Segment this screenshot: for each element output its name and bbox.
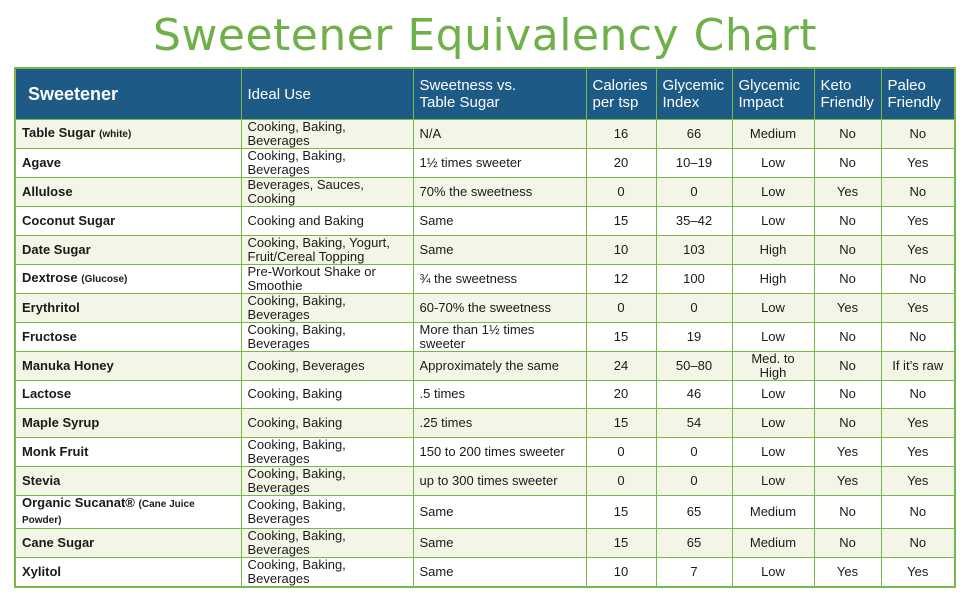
keto-friendly-cell: No	[814, 495, 881, 528]
sweetener-name: Date Sugar	[22, 241, 91, 257]
header-paleo	[881, 68, 955, 120]
glycemic-impact-cell: Low	[732, 380, 814, 409]
glycemic-impact-cell: Low	[732, 207, 814, 236]
sweetener-name-cell	[15, 409, 241, 438]
glycemic-index-cell: 0	[656, 178, 732, 207]
glycemic-index-cell: 7	[656, 557, 732, 587]
header-paleo-line1: Paleo	[887, 77, 926, 94]
ideal-use-cell: Cooking, Baking	[241, 380, 413, 409]
sweetener-table	[14, 67, 956, 588]
ideal-use-cell: Cooking, Baking, Beverages	[241, 149, 413, 178]
ideal-use-cell: Cooking, Beverages	[241, 351, 413, 380]
sweetener-name-cell	[15, 207, 241, 236]
sweetener-name: Table Sugar	[22, 125, 96, 140]
calories-cell: 0	[586, 178, 656, 207]
sweetener-name-cell	[15, 351, 241, 380]
glycemic-impact-cell: Low	[732, 557, 814, 587]
sweetener-name: Fructose	[22, 328, 77, 344]
header-ideal-use: Ideal Use	[241, 68, 413, 120]
keto-friendly-cell: No	[814, 264, 881, 293]
glycemic-impact-cell: Low	[732, 178, 814, 207]
calories-cell: 16	[586, 120, 656, 149]
paleo-friendly-cell: No	[881, 178, 955, 207]
header-keto	[814, 68, 881, 120]
header-keto-line1: Keto	[820, 77, 852, 94]
paleo-friendly-cell: If it’s raw	[881, 351, 955, 380]
keto-friendly-cell: Yes	[814, 178, 881, 207]
ideal-use-cell: Cooking and Baking	[241, 207, 413, 236]
calories-cell: 20	[586, 149, 656, 178]
calories-cell: 0	[586, 437, 656, 466]
ideal-use-cell: Pre-Workout Shake or Smoothie	[241, 264, 413, 293]
sweetener-note: (Cane Juice Powder)	[22, 498, 195, 526]
keto-friendly-cell: Yes	[814, 437, 881, 466]
header-calories-line1: Calories	[592, 77, 648, 94]
sweetener-name: Allulose	[22, 184, 73, 199]
calories-cell: 12	[586, 264, 656, 293]
calories-cell: 15	[586, 495, 656, 528]
header-glycemic-impact	[732, 68, 814, 120]
sweetener-name-cell	[15, 120, 241, 149]
table-row	[15, 409, 955, 438]
keto-friendly-cell: No	[814, 149, 881, 178]
table-row	[15, 380, 955, 409]
header-calories	[586, 68, 656, 120]
glycemic-impact-cell: High	[732, 264, 814, 293]
header-impact-line2: Impact	[738, 94, 784, 111]
ideal-use-cell: Cooking, Baking, Beverages	[241, 466, 413, 495]
calories-cell: 10	[586, 557, 656, 587]
glycemic-impact-cell: Med. to High	[732, 351, 814, 380]
glycemic-impact-cell: Medium	[732, 495, 814, 528]
table-row	[15, 528, 955, 557]
header-gi-line1: Glycemic	[662, 77, 725, 94]
calories-cell: 0	[586, 293, 656, 322]
paleo-friendly-cell: Yes	[881, 557, 955, 587]
sweetener-name: Agave	[22, 155, 62, 170]
sweetness-cell: Same	[413, 235, 586, 264]
paleo-friendly-cell: Yes	[881, 293, 955, 322]
sweetness-cell: .25 times	[413, 409, 586, 438]
sweetness-cell: Approximately the same	[413, 351, 586, 380]
ideal-use-cell: Beverages, Sauces, Cooking	[241, 178, 413, 207]
glycemic-impact-cell: Low	[732, 466, 814, 495]
sweetener-name-cell	[15, 178, 241, 207]
paleo-friendly-cell: No	[881, 528, 955, 557]
keto-friendly-cell: No	[814, 120, 881, 149]
sweetener-name: Xylitol	[22, 563, 62, 579]
header-paleo-line2: Friendly	[887, 94, 941, 111]
table-row	[15, 120, 955, 149]
paleo-friendly-cell: No	[881, 380, 955, 409]
sweetener-name: Lactose	[22, 386, 72, 402]
glycemic-index-cell: 10–19	[656, 149, 732, 178]
sweetener-name: Cane Sugar	[22, 534, 95, 550]
calories-cell: 15	[586, 409, 656, 438]
paleo-friendly-cell: Yes	[881, 149, 955, 178]
calories-cell: 20	[586, 380, 656, 409]
calories-cell: 15	[586, 322, 656, 351]
header-sweetness	[413, 68, 586, 120]
header-sweetness-line1: Sweetness vs.	[419, 77, 517, 94]
header-impact-line1: Glycemic	[738, 77, 801, 94]
table-row	[15, 149, 955, 178]
calories-cell: 15	[586, 528, 656, 557]
ideal-use-cell: Cooking, Baking, Beverages	[241, 120, 413, 149]
glycemic-impact-cell: Low	[732, 293, 814, 322]
sweetener-name-cell	[15, 495, 241, 528]
glycemic-impact-cell: Low	[732, 437, 814, 466]
sweetness-cell: Same	[413, 495, 586, 528]
page-title: Sweetener Equivalency Chart	[152, 10, 818, 61]
sweetness-cell: More than 1½ times sweeter	[413, 322, 586, 351]
sweetener-name: Erythritol	[22, 299, 80, 315]
sweetener-name-cell	[15, 149, 241, 178]
paleo-friendly-cell: No	[881, 322, 955, 351]
table-row	[15, 437, 955, 466]
keto-friendly-cell: No	[814, 528, 881, 557]
paleo-friendly-cell: No	[881, 120, 955, 149]
glycemic-index-cell: 103	[656, 235, 732, 264]
glycemic-index-cell: 54	[656, 409, 732, 438]
ideal-use-cell: Cooking, Baking, Beverages	[241, 293, 413, 322]
glycemic-index-cell: 35–42	[656, 207, 732, 236]
sweetness-cell: N/A	[413, 120, 586, 149]
header-sweetener: Sweetener	[15, 68, 241, 120]
ideal-use-cell: Cooking, Baking, Beverages	[241, 495, 413, 528]
sweetness-cell: Same	[413, 528, 586, 557]
glycemic-index-cell: 65	[656, 528, 732, 557]
sweetness-cell: 60-70% the sweetness	[413, 293, 586, 322]
glycemic-index-cell: 19	[656, 322, 732, 351]
sweetener-name-cell	[15, 322, 241, 351]
sweetness-cell: Same	[413, 557, 586, 587]
paleo-friendly-cell: Yes	[881, 466, 955, 495]
table-row	[15, 178, 955, 207]
ideal-use-cell: Cooking, Baking, Beverages	[241, 528, 413, 557]
glycemic-index-cell: 46	[656, 380, 732, 409]
ideal-use-cell: Cooking, Baking, Beverages	[241, 557, 413, 587]
header-sweetness-line2: Table Sugar	[419, 94, 500, 111]
keto-friendly-cell: No	[814, 235, 881, 264]
ideal-use-cell: Cooking, Baking, Yogurt, Fruit/Cereal Topping	[241, 235, 413, 264]
glycemic-impact-cell: Low	[732, 149, 814, 178]
table-row	[15, 235, 955, 264]
table-row	[15, 207, 955, 236]
sweetness-cell: Same	[413, 207, 586, 236]
sweetness-cell: 1½ times sweeter	[413, 149, 586, 178]
keto-friendly-cell: No	[814, 380, 881, 409]
sweetness-cell: .5 times	[413, 380, 586, 409]
calories-cell: 0	[586, 466, 656, 495]
sweetener-name-cell	[15, 380, 241, 409]
sweetness-cell: up to 300 times sweeter	[413, 466, 586, 495]
glycemic-index-cell: 50–80	[656, 351, 732, 380]
sweetness-cell: ¾ the sweetness	[413, 264, 586, 293]
keto-friendly-cell: No	[814, 322, 881, 351]
calories-cell: 15	[586, 207, 656, 236]
glycemic-index-cell: 100	[656, 264, 732, 293]
sweetener-name-cell	[15, 466, 241, 495]
table-row	[15, 264, 955, 293]
header-keto-line2: Friendly	[820, 94, 874, 111]
glycemic-impact-cell: Medium	[732, 120, 814, 149]
glycemic-index-cell: 0	[656, 293, 732, 322]
header-gi-line2: Index	[662, 94, 700, 111]
table-row	[15, 466, 955, 495]
glycemic-impact-cell: Medium	[732, 528, 814, 557]
sweetener-name: Stevia	[22, 472, 61, 488]
sweetness-cell: 70% the sweetness	[413, 178, 586, 207]
sweetener-name-cell	[15, 528, 241, 557]
ideal-use-cell: Cooking, Baking	[241, 409, 413, 438]
sweetener-name-cell	[15, 235, 241, 264]
keto-friendly-cell: No	[814, 207, 881, 236]
sweetness-cell: 150 to 200 times sweeter	[413, 437, 586, 466]
keto-friendly-cell: Yes	[814, 466, 881, 495]
sweetener-name: Manuka Honey	[22, 357, 114, 373]
glycemic-impact-cell: Low	[732, 322, 814, 351]
header-calories-line2: per tsp	[592, 94, 639, 111]
sweetener-name: Organic Sucanat®	[22, 494, 135, 510]
table-row	[15, 495, 955, 528]
glycemic-impact-cell: Low	[732, 409, 814, 438]
glycemic-index-cell: 65	[656, 495, 732, 528]
keto-friendly-cell: No	[814, 409, 881, 438]
paleo-friendly-cell: Yes	[881, 437, 955, 466]
glycemic-index-cell: 66	[656, 120, 732, 149]
sweetener-name: Dextrose	[22, 269, 78, 285]
keto-friendly-cell: Yes	[814, 293, 881, 322]
sweetener-note: (Glucose)	[81, 273, 128, 285]
glycemic-index-cell: 0	[656, 466, 732, 495]
sweetener-name-cell	[15, 437, 241, 466]
keto-friendly-cell: No	[814, 351, 881, 380]
paleo-friendly-cell: Yes	[881, 409, 955, 438]
table-row	[15, 293, 955, 322]
glycemic-impact-cell: High	[732, 235, 814, 264]
glycemic-index-cell: 0	[656, 437, 732, 466]
sweetener-name: Maple Syrup	[22, 414, 100, 430]
sweetener-name: Coconut Sugar	[22, 212, 116, 228]
sweetener-name: Monk Fruit	[22, 443, 89, 459]
calories-cell: 24	[586, 351, 656, 380]
ideal-use-cell: Cooking, Baking, Beverages	[241, 322, 413, 351]
paleo-friendly-cell: No	[881, 495, 955, 528]
paleo-friendly-cell: Yes	[881, 235, 955, 264]
header-row	[15, 68, 955, 120]
sweetener-name-cell	[15, 557, 241, 587]
ideal-use-cell: Cooking, Baking, Beverages	[241, 437, 413, 466]
table-row	[15, 557, 955, 587]
table-row	[15, 322, 955, 351]
paleo-friendly-cell: No	[881, 264, 955, 293]
calories-cell: 10	[586, 235, 656, 264]
keto-friendly-cell: Yes	[814, 557, 881, 587]
sweetener-name-cell	[15, 293, 241, 322]
header-glycemic-index	[656, 68, 732, 120]
table-row	[15, 351, 955, 380]
sweetener-name-cell	[15, 264, 241, 293]
sweetener-note: (white)	[99, 129, 132, 140]
paleo-friendly-cell: Yes	[881, 207, 955, 236]
